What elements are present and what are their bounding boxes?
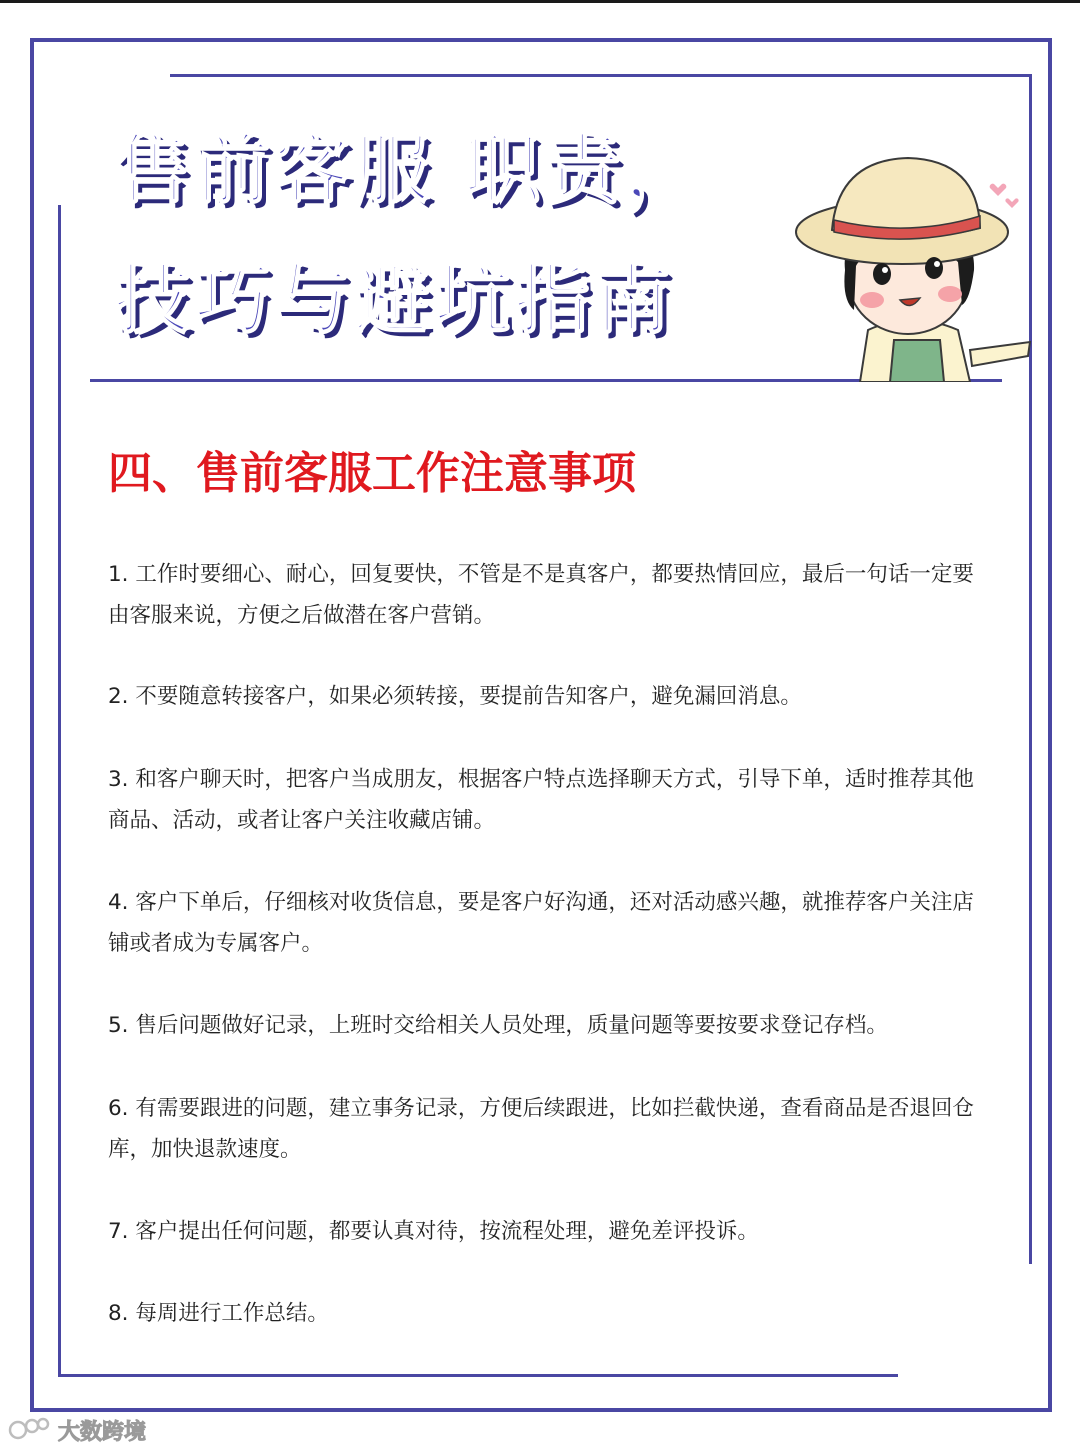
title-line-2: 技巧与避坑指南 [114, 255, 674, 344]
inner-line-top [170, 74, 1032, 77]
list-item: 6. 有需要跟进的问题，建立事务记录，方便后续跟进，比如拦截快递，查看商品是否退回仓库，加快退款速度。 [108, 1096, 974, 1162]
section-heading: 四、售前客服工作注意事项 [108, 448, 636, 499]
top-edge-rule [0, 0, 1080, 3]
cartoon-girl-illustration [790, 150, 1035, 382]
watermark-text: 大数跨境 [58, 1419, 147, 1445]
watermark-logo-icon [8, 1416, 52, 1444]
list-item: 3. 和客户聊天时，把客户当成朋友，根据客户特点选择聊天方式，引导下单，适时推荐其他商品、活动，或者让客户关注收藏店铺。 [108, 767, 974, 833]
list-item: 7. 客户提出任何问题，都要认真对待，按流程处理，避免差评投诉。 [108, 1219, 759, 1244]
list-item: 2. 不要随意转接客户，如果必须转接，要提前告知客户，避免漏回消息。 [108, 684, 802, 709]
list-item: 8. 每周进行工作总结。 [108, 1301, 329, 1326]
list-item: 4. 客户下单后，仔细核对收货信息，要是客户好沟通，还对活动感兴趣，就推荐客户关注店铺或者成为专属客户。 [108, 890, 974, 956]
title-line-1: 售前客服 职责， [114, 125, 705, 214]
watermark [8, 1414, 146, 1446]
inner-line-bottom [58, 1374, 898, 1377]
inner-line-left [58, 205, 61, 1377]
list-item: 1. 工作时要细心、耐心，回复要快，不管是不是真客户，都要热情回应，最后一句话一定要由客服来说，方便之后做潜在客户营销。 [108, 562, 974, 628]
list-item: 5. 售后问题做好记录，上班时交给相关人员处理，质量问题等要按要求登记存档。 [108, 1013, 888, 1038]
